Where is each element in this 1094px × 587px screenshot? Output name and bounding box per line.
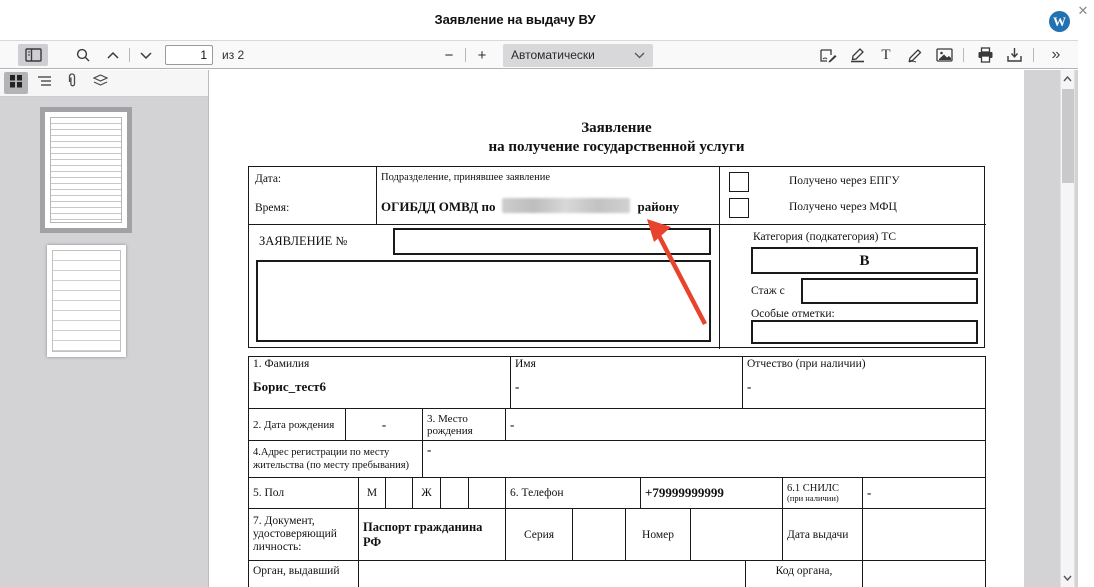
print-button[interactable] (974, 44, 996, 66)
experience-label: Стаж с (751, 285, 785, 297)
zoom-select-value: Автоматически (511, 48, 595, 62)
outline-view-button[interactable] (32, 72, 56, 94)
form-title-line1: Заявление (581, 120, 652, 136)
separator (129, 48, 130, 62)
separator (1033, 48, 1034, 62)
patronymic-label: Отчество (при наличии) (747, 358, 866, 370)
mfc-checkbox[interactable] (729, 198, 749, 218)
thumbnail-page-2[interactable] (47, 245, 126, 357)
signature-tool-button[interactable] (817, 44, 839, 66)
authority-code-value (863, 561, 986, 587)
authority-code-label: Код органа, (746, 561, 863, 587)
highlight-tool-button[interactable] (846, 44, 868, 66)
gender-male-box[interactable] (386, 478, 413, 509)
division-prefix: ОГИБДД ОМВД по (381, 199, 496, 214)
surname-label: 1. Фамилия (253, 358, 310, 370)
row-name (248, 356, 986, 409)
authority-label: Орган, выдавший (249, 561, 359, 587)
row-birth (248, 408, 986, 441)
pen-icon (907, 48, 924, 63)
series-value (573, 509, 626, 561)
birthdate-value: - (346, 409, 423, 441)
date-label: Дата: (255, 173, 282, 185)
issue-date-value (863, 509, 986, 561)
more-tools-button[interactable]: » (1051, 46, 1059, 63)
mfc-label: Получено через МФЦ (789, 201, 897, 213)
scroll-down-icon[interactable] (1061, 571, 1074, 585)
paperclip-icon (66, 73, 78, 93)
scroll-up-icon[interactable] (1061, 72, 1074, 86)
highlighter-icon (849, 47, 866, 63)
text-tool-button[interactable]: T (881, 46, 891, 63)
form-title-line2: на получение государственной услуги (488, 139, 745, 155)
image-icon (936, 48, 953, 62)
address-value: - (423, 441, 986, 478)
row-gender-phone (248, 477, 986, 509)
gender-female-label: Ж (413, 478, 441, 509)
snils-label: 6.1 СНИЛС (787, 483, 840, 494)
application-number-label: ЗАЯВЛЕНИЕ № (259, 234, 348, 248)
row-address (248, 440, 986, 478)
chevron-down-icon (139, 51, 153, 60)
birthplace-value: - (506, 409, 986, 441)
zoom-select[interactable] (503, 44, 653, 67)
redacted-text (502, 198, 630, 213)
layers-view-button[interactable] (88, 72, 112, 94)
page-title: Заявление на выдачу ВУ (434, 12, 596, 27)
firstname-value: - (515, 379, 520, 394)
separator (465, 48, 466, 62)
separator (963, 48, 964, 62)
sidebar-toggle-button[interactable] (18, 44, 48, 66)
draw-tool-button[interactable] (904, 44, 926, 66)
zoom-in-button[interactable]: + (477, 46, 487, 64)
title-bar (0, 0, 1078, 40)
id-doc-value: Паспорт гражданина РФ (359, 509, 506, 561)
category-field: В (751, 247, 978, 274)
gender-label: 5. Пол (249, 478, 359, 509)
number-label: Номер (626, 509, 691, 561)
red-arrow-annotation (641, 218, 719, 336)
patronymic-value: - (747, 379, 752, 394)
search-icon (75, 47, 91, 63)
wordpress-logo-icon[interactable]: W (1049, 11, 1070, 32)
page-number-input[interactable] (165, 45, 213, 65)
chevron-down-icon (634, 48, 645, 62)
phone-value: +79999999999 (641, 478, 783, 509)
toolbar (0, 40, 1078, 69)
authority-value (359, 561, 746, 587)
form-fields (248, 357, 985, 587)
document-area (209, 70, 1078, 587)
outline-icon (37, 74, 52, 92)
vertical-scrollbar[interactable] (1060, 70, 1075, 587)
issue-date-label: Дата выдачи (783, 509, 863, 561)
row-authority (248, 560, 986, 587)
thumbnail-page-1[interactable] (40, 107, 132, 233)
page-count-label: из 2 (222, 48, 245, 62)
download-icon (1006, 47, 1023, 63)
special-marks-label: Особые отметки: (751, 308, 835, 320)
thumbnail-preview (52, 250, 121, 352)
division-suffix: району (637, 199, 680, 214)
pdf-page (209, 70, 1024, 587)
chevron-up-icon (106, 51, 120, 60)
signature-icon (819, 48, 837, 63)
phone-label: 6. Телефон (506, 478, 641, 509)
form-title (248, 119, 985, 157)
snils-cell (783, 478, 863, 509)
sidebar (0, 70, 209, 587)
division-value (381, 198, 679, 215)
row-id-document (248, 508, 986, 561)
gender-male-label: М (359, 478, 386, 509)
firstname-label: Имя (515, 358, 536, 370)
scrollbar-thumb[interactable] (1062, 89, 1074, 183)
download-button[interactable] (1003, 44, 1025, 66)
thumbnail-preview (50, 117, 122, 223)
next-page-button[interactable] (135, 44, 157, 66)
empty-cell (469, 478, 506, 509)
birthplace-label: 3. Место рождения (423, 409, 506, 441)
layers-icon (93, 74, 108, 92)
number-value (691, 509, 783, 561)
snils-note: (при наличии) (787, 493, 839, 503)
sidebar-toolbar (0, 70, 208, 97)
epgu-label: Получено через ЕПГУ (789, 175, 900, 187)
form-header-section (248, 166, 985, 348)
category-label: Категория (подкатегория) ТС (753, 231, 897, 243)
id-doc-label: 7. Документ, удостоверяющий личность: (249, 509, 359, 561)
birthdate-label: 2. Дата рождения (249, 409, 346, 441)
zoom-out-button[interactable]: − (444, 46, 454, 64)
sidebar-icon (25, 48, 42, 62)
gender-female-box[interactable] (441, 478, 469, 509)
previous-page-button[interactable] (102, 44, 124, 66)
surname-cell (249, 357, 511, 409)
epgu-checkbox[interactable] (729, 172, 749, 192)
image-tool-button[interactable] (933, 44, 955, 66)
surname-value: Борис_тест6 (253, 379, 327, 394)
division-label: Подразделение, принявшее заявление (381, 172, 550, 183)
printer-icon (977, 47, 994, 63)
time-label: Время: (255, 202, 290, 214)
firstname-cell (511, 357, 743, 409)
series-label: Серия (506, 509, 573, 561)
close-icon[interactable]: ✕ (1077, 3, 1089, 18)
attachments-view-button[interactable] (60, 72, 84, 94)
viewer-content (0, 70, 1078, 587)
snils-value: - (863, 478, 986, 509)
address-label: 4.Адрес регистрации по месту жительства (по месту пребывания) (249, 441, 423, 478)
thumbnails-view-button[interactable] (4, 72, 28, 94)
special-marks-field (751, 320, 978, 344)
experience-field (801, 278, 978, 304)
thumbnails-icon (9, 74, 23, 93)
patronymic-cell (743, 357, 986, 409)
find-button[interactable] (72, 44, 94, 66)
